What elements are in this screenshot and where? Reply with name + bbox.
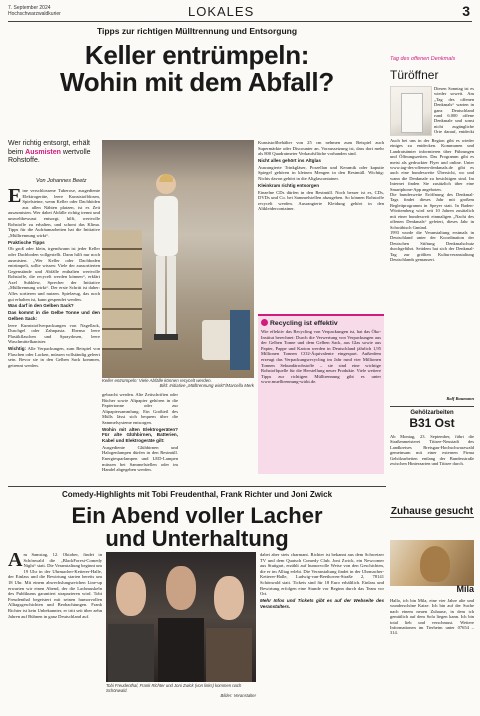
subhead-suffix: wertvolle Rohstoffe. xyxy=(8,148,91,164)
cat-text: Hallo, ich bin Mila, eine vier Jahre alte und wunderschöne Katze. Ich bin auf der Suche nach einem neuen Zuhause, in dem ich gemütlich auf dem Sofa liegen kann. Ich bin total lieb und verschmust. Weitere Informationen im Tierheim unter 07654 – 314. xyxy=(390,598,474,636)
sidebar-signature: Ralf Baumann xyxy=(446,396,474,401)
article-subhead xyxy=(8,140,100,166)
sidebar-door-image xyxy=(390,86,432,136)
comedian-3-body xyxy=(206,628,252,682)
article-kicker: Tipps zur richtigen Mülltrennung und Entsorgung xyxy=(96,26,298,36)
col1-heading-2b: Das kommt in die Gelbe Tonne und den Gelben Sack: xyxy=(8,310,100,321)
comedy-column-1 xyxy=(8,552,102,710)
recycling-info-box xyxy=(258,314,384,474)
comedy-headline xyxy=(8,504,386,550)
col1-heading-1: Praktische Tipps xyxy=(8,239,45,245)
col3-heading-1: Nicht alles gehört ins Altglas xyxy=(258,157,321,163)
article-column-1 xyxy=(8,188,100,484)
info-box-title: Recycling ist effektiv xyxy=(270,320,338,327)
comedy-kicker: Comedy-Highlights mit Tobi Freudenthal, Frank Richter und Joni Zwick xyxy=(61,490,333,499)
sidebar-title: Türöffner xyxy=(390,68,439,82)
sidebar-paragraph-2: Auch bei uns in der Region gibt es wieder einiges zu entdecken. Kommunen und Landratsämter informieren über Führungen und Öffnungszeiten. Das Programm gibt es meist als gedruckter Flyer und online. Unter www.tag-des-offenen-denkmals.de gibt es auch eine bundesweite Übersicht, wo und wann die Denkmale zu besichtigen sind. Im Internet finden Sie zusätzlich über eine Smartphone-App angeboten. xyxy=(390,138,474,192)
col1-heading-2: Was darf in den Gelben Sack? xyxy=(8,303,74,309)
col2-paragraph-2: Ausgediente Glühbirnen und Halogenlampen dürfen in den Restmüll. Energiesparlampen und LED-Lampen müssen bei Sammelstellen oder im Handel abgegeben werden. xyxy=(102,444,178,473)
comedy-col3-text: dabei aber stets charmant. Richter ist bekannt aus dem Schweizer TV und dem Quatsch Comedy Club. Joni Zwick, ein Newcomer aus Stuttgart, erzählt auf humorvolle Weise von den Geschichten, die er im Alltag erlebt. Die Veranstaltung findet in der Uhrmacher-Ketterer-Halle, Ludwig-van-Beethoven-Straße 2, 78141 Schönwald statt. Tickets sind für 18 Euro erhältlich. Einlass und Bewirtung erfolgen eine Stunde vor Beginn durch das Team vor Ort. xyxy=(260,552,384,597)
comedy-column-3 xyxy=(260,552,384,710)
article-headline xyxy=(8,42,386,96)
page-number: 3 xyxy=(462,3,470,19)
col1-heading-3: Wichtig: xyxy=(8,346,27,352)
col3-paragraph-1: Kunststoffbehälter von 25 cm nehmen zum Beispiel auch Supermärkte oder Discounter an. Voraussetzung ist, dass dort mehr als 800 Quadratmeter Verkaufsfläche vorhanden sind. xyxy=(258,140,384,157)
cat-name: Mila xyxy=(456,584,474,594)
sidebar-paragraph-3: Die bundesweite Eröffnung des Denkmal-Tags findet dieses Jahr mit großem Begleitprogramm in Speyer statt. In Baden-Württemberg wird seit 10 Jahren zusätzlich mit einer bundesweit einmaligen „Nacht des offenen Denkmals“ gefeiert, dieses Jahr in Schwäbisch Gmünd. xyxy=(390,192,474,230)
comedian-2-body xyxy=(158,618,204,682)
comedy-photo-credit: Bilder: Veranstalter xyxy=(220,693,256,698)
article-byline: Von Johannes Beetz xyxy=(36,178,87,184)
roadworks-text: Ab Montag, 23. September, führt die Straßenmeisterei Titisee-Neustadt des Landkreises Breisgau-Hochschwarzwald gemeinsam mit einer externen Firma Gehölzarbeiten entlang der Bundesstraße zwischen Hinterzarten und Titisee durch. xyxy=(390,434,474,467)
comedian-2-shape xyxy=(166,566,196,610)
adoption-heading: Zuhause gesucht xyxy=(390,506,474,517)
subhead-highlight: Ausmisten xyxy=(25,148,61,156)
comedy-headline-line-1: Ein Abend voller Lacher xyxy=(71,503,323,528)
subhead-prefix: Wer richtig entsorgt, erhält beim xyxy=(8,140,90,156)
photo-credit: Bild: Initiative „Mülltrennung wirkt“/Marcella Merk xyxy=(159,383,254,389)
dropcap: E xyxy=(8,188,22,207)
comedy-headline-line-2: und Unterhaltung xyxy=(105,526,289,551)
col2-paragraph-1: gebracht werden. Alte Zeitschriften oder Bücher sowie Altpapier gehören in die Papiertonne oder zur Altpapiersammlung. Ein Großteil des Mülls lässt sich bequem über die Sammelsysteme entsorgen. xyxy=(102,392,178,425)
col3-heading-2: Kleinkram richtig entsorgen xyxy=(258,182,320,188)
photo-bucket-shape xyxy=(202,320,232,360)
comedy-dropcap: A xyxy=(8,552,23,571)
comedian-1-body xyxy=(108,624,154,682)
article-photo xyxy=(102,140,254,378)
comedy-photo-caption-block xyxy=(106,683,256,698)
roadworks-heading-block xyxy=(390,406,474,430)
headline-line-2: Wohin mit dem Abfall? xyxy=(60,67,334,97)
photo-shelf-shape xyxy=(102,230,142,350)
sidebar-text-1: Diesen Sonntag ist es wieder soweit. Am „Tag des offenen Denkmals“ warten in ganz Deutschland rund 6.000 offene Denkmale und sonst nicht zugängliche Orte darauf, entdeckt xyxy=(434,86,474,135)
photo-bin-shape xyxy=(230,310,250,370)
roadworks-title: B31 Ost xyxy=(409,416,455,430)
article-column-2 xyxy=(102,392,178,486)
headline-line-1: Keller entrümpeln: xyxy=(84,40,310,70)
comedian-3-shape xyxy=(214,576,244,620)
comedy-more-info: Mehr Infos und Tickets gibt es auf der Webseite des Veranstalters. xyxy=(260,597,384,609)
col1-paragraph-4: Alle Verpackungen, zum Beispiel von Flaschen oder Lacken, müssen vollständig geleert sein. Bevor sie in den Gelben Sack kommen, getrennt werden. xyxy=(8,346,100,368)
col3-paragraph-2: Ausrangierte Trinkgläser, Porzellan und Keramik oder kaputte Spiegel gehören in kleinen Mengen in den Restmüll. Wichtig: Nichts davon gehört in die Altglascontainer. xyxy=(258,164,384,181)
photo-person-figure xyxy=(146,170,186,350)
info-box-text: Wie effektiv das Recycling von Verpackungen ist, hat das Öko-Institut berechnet: Durch die Verwertung von Verpackungen aus der Gelben Tonne und dem Gelben Sack, aus Glas sowie aus Papier, Pappe und Karton werden in Deutschland jährlich 1,95 Millionen Tonnen CO2-Äquivalente eingespart. Außerdem erzeugt das Verpackungsrecycling im Jahr rund vier Millionen Tonnen Sekundärrohstoffe – sie sind eine wichtige Rohstoffquelle für die Herstellung neuer Produkte. Viele weitere Tipps zur richtigen Mülltrennung gibt es unter www.muelltrennung-wirkt.de. xyxy=(261,329,381,385)
article-divider xyxy=(8,486,386,487)
info-dot-icon xyxy=(261,319,268,326)
cat-photo xyxy=(390,540,474,586)
paper-name: Hochschwarzwaldkurier xyxy=(8,11,61,17)
sidebar-tag: Tag des offenen Denkmals xyxy=(390,56,456,62)
issue-date: 7. September 2024 xyxy=(8,5,51,11)
info-box-heading xyxy=(261,319,381,327)
col1-paragraph-3: leere Kunststoffverpackungen von Nagellack, Duschgel oder Zahnpasta. Ebenso leere Plastikflaschen und Spraydosen, leere Waschmittelkanister. xyxy=(8,322,100,345)
roadworks-kicker: Gehölzarbeiten xyxy=(410,410,454,416)
comedy-col1-text: m Samstag, 12. Oktober, findet in Schönwald die „BlackForest-Comedy Night“ statt. Die Veranstaltung beginnt um 19 Uhr in der Uhrmacher-Ketterer-Halle, der Einlass und die Bewirtung starten bereits um 18 Uhr. Mit einem abwechslungsreichen Line-up erwarten wir einen Abend, der die Lachmuskeln des Publikums garantiert strapazieren wird. Tobi Freudenthal begeistert mit seinen humorvollen Alltagsgeschichten und Beobachtungen. Frank Richter ist kein Unbekannter, er tritt seit über zehn Jahren auf Bühnen in ganz Deutschland auf. xyxy=(8,552,102,619)
cat-shape xyxy=(420,546,450,582)
comedian-1-shape xyxy=(116,572,146,616)
masthead-date-block xyxy=(8,5,61,17)
door-shape xyxy=(401,93,423,133)
sidebar-text-body xyxy=(390,138,474,332)
photo-caption: Keller entrümpeln: Viele Abfälle können recycelt werden. xyxy=(102,378,212,383)
masthead xyxy=(8,4,472,22)
photo-caption-block xyxy=(102,378,254,388)
comedy-photo xyxy=(106,552,256,682)
sidebar-paragraph-4: 1993 wurde die Veranstaltung erstmals in Deutschland unter der Koordination der Deutschen Stiftung Denkmalschutz durchgeführt. Seitdem hat sich der Denkmal-Tag zur größten Kulturveranstaltung Deutschlands gemausert. xyxy=(390,229,474,262)
comedy-photo-caption: Tobi Freudenthal, Frank Richter und Joni Zwick (von links) kommen nach Schönwald. xyxy=(106,683,242,693)
section-title: LOKALES xyxy=(188,4,255,19)
col1-intro: ine verschlossene Tuberose, ausgediente Elektrogeräte, leere Kunststoffdosen, Spielsteine, wenn Keller oder Dachböden aus allen Nähten platzen, ist es Zeit auszumisten. Wer dabei Abfälle richtig trennt und umweltbewusst entsorgt, hilft, wertvolle Rohstoffe zu erhalten, und schont das Klima. Tipps für die Aufräumarbeiten hat die Initiative „Mülltrennung wirkt“. xyxy=(8,188,100,238)
col1-paragraph-2: Ob groß oder klein, irgendwann ist jeder Keller oder Dachboden vollgestellt. Dann hilft nur noch ausmisten. „Wer Keller oder Dachboden entrümpelt, sollte wissen: Viele der aussortierten Gegenstände und Abfälle enthalten wertvolle Rohstoffe, die recycelt werden können“, erklärt Axel Subklew, Sprecher der Initiative „Mülltrennung wirkt“. Der erste Schritt ist daher: Alles sortieren und nutzen. Spielzeug, das noch gut erhalten ist, kann gespendet werden. xyxy=(8,246,100,302)
main-article xyxy=(8,24,386,96)
col3-paragraph-3: Einzelne CDs dürfen in den Restmüll. Noch besser ist es, CDs, DVDs und Co. bei Sammelstellen abzugeben. So können Rohstoffe recycelt werden. Ausrangierte Kleidung gehört in den Altkleidercontainer. xyxy=(258,189,384,212)
article-column-3 xyxy=(258,140,384,312)
col2-heading-1: Wohin mit alten Elektrogeräten? Für alte Glühbirnen, Batterien, Kabel und Elektrogeräte gilt: xyxy=(102,426,178,443)
